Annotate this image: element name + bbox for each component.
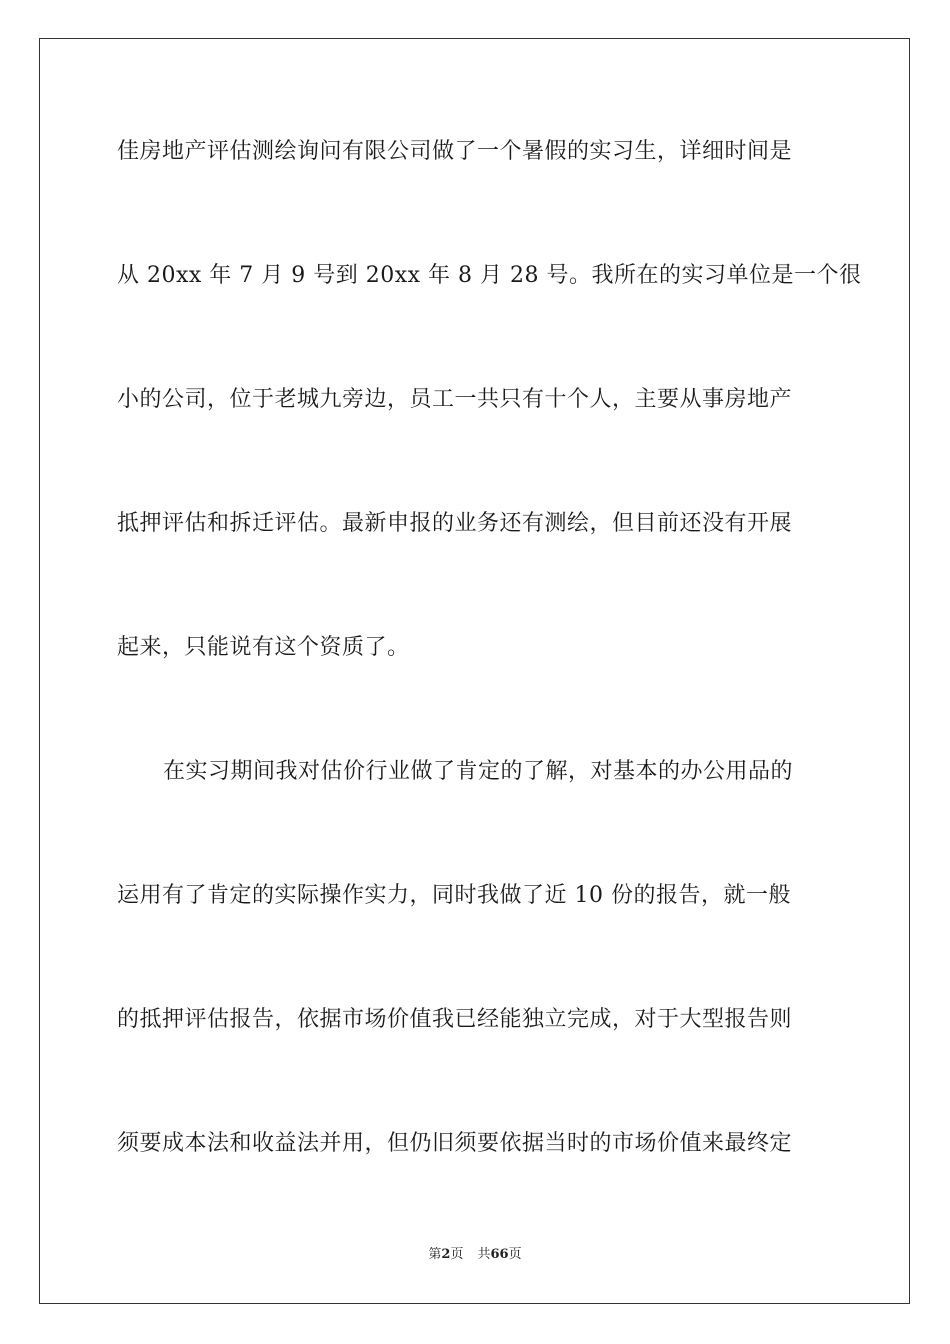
total-suffix: 页: [508, 1247, 522, 1262]
page-prefix: 第: [428, 1247, 442, 1262]
page-number: 2: [441, 1247, 451, 1262]
text-line-6: 在实习期间我对估价行业做了肯定的了解，对基本的办公用品的: [163, 759, 794, 784]
text-line-4: 抵押评估和拆迁评估。最新申报的业务还有测绘，但目前还没有开展: [117, 511, 793, 536]
text-line-1: 佳房地产评估测绘询问有限公司做了一个暑假的实习生，详细时间是: [117, 139, 793, 164]
text-line-5: 起来，只能说有这个资质了。: [117, 635, 410, 660]
text-line-2: 从 20xx 年 7 月 9 号到 20xx 年 8 月 28 号。我所在的实习单位是一个很: [117, 263, 862, 288]
page-border: [39, 38, 910, 1304]
text-line-8: 的抵押评估报告，依据市场价值我已经能独立完成，对于大型报告则: [117, 1007, 793, 1032]
page-footer: [0, 1246, 950, 1264]
text-line-7: 运用有了肯定的实际操作实力，同时我做了近 10 份的报告，就一般: [117, 883, 791, 908]
text-line-9: 须要成本法和收益法并用，但仍旧须要依据当时的市场价值来最终定: [117, 1131, 793, 1156]
total-pages: 66: [490, 1247, 509, 1262]
page-suffix: 页: [450, 1247, 464, 1262]
text-line-3: 小的公司，位于老城九旁边，员工一共只有十个人，主要从事房地产: [117, 387, 793, 412]
total-prefix: 共: [477, 1247, 491, 1262]
